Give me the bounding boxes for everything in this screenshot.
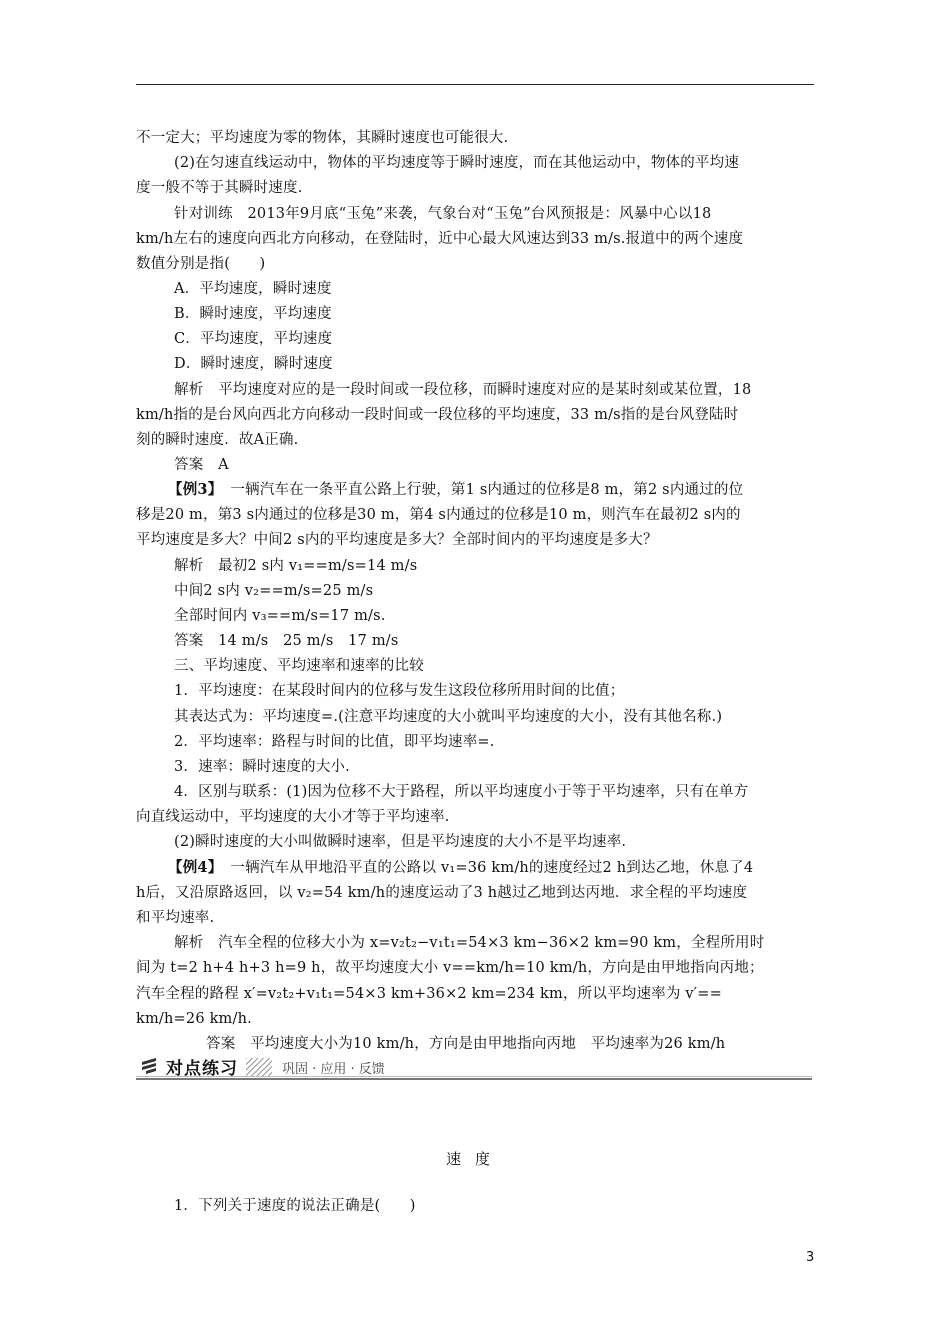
answer-line: 答案 14 m/s 25 m/s 17 m/s — [174, 633, 399, 649]
banner-rule — [136, 1078, 812, 1080]
option-b: B．瞬时速度，平均速度 — [174, 306, 332, 322]
text-line: 中间2 s内 v₂==m/s=25 m/s — [174, 583, 374, 599]
text-line: 全部时间内 v₃==m/s=17 m/s. — [174, 608, 386, 624]
text-line: 其表达式为：平均速度=.(注意平均速度的大小就叫平均速度的大小，没有其他名称.) — [174, 709, 723, 725]
text-line: 度一般不等于其瞬时速度. — [136, 180, 303, 196]
text-line: (2)瞬时速度的大小叫做瞬时速率，但是平均速度的大小不是平均速率. — [174, 834, 627, 850]
text-line: (2)在匀速直线运动中，物体的平均速度等于瞬时速度，而在其他运动中，物体的平均速 — [174, 155, 740, 171]
text-line: 解析 汽车全程的位移大小为 x=v₂t₂−v₁t₁=54×3 km−36×2 km=90 km，全程所用时 — [174, 935, 765, 951]
text-line: 针对训练 2013年9月底“玉兔”来袭，气象台对“玉兔”台风预报是：风暴中心以18 — [174, 206, 712, 222]
text-line: 3．速率：瞬时速度的大小. — [174, 759, 350, 775]
banner-rule-thin — [136, 1076, 812, 1077]
practice-banner — [136, 1052, 812, 1080]
text-line: 间为 t=2 h+4 h+3 h=9 h，故平均速度大小 v==km/h=10 km/h，方向是由甲地指向丙地； — [136, 960, 764, 976]
text-line: 不一定大；平均速度为零的物体，其瞬时速度也可能很大. — [136, 130, 509, 146]
text-line: 和平均速率. — [136, 910, 215, 926]
text-line: km/h=26 km/h. — [136, 1011, 252, 1027]
answer-line: 答案 平均速度大小为10 km/h，方向是由甲地指向丙地 平均速率为26 km/h — [206, 1036, 726, 1052]
option-d: D．瞬时速度，瞬时速度 — [174, 356, 333, 372]
text-line: 平均速度是多大？中间2 s内的平均速度是多大？全部时间内的平均速度是多大？ — [136, 532, 658, 548]
example-4-label: 【例4】 — [168, 859, 223, 876]
text-line: 1．平均速度：在某段时间内的位移与发生这段位移所用时间的比值； — [174, 683, 625, 699]
option-c: C．平均速度，平均速度 — [174, 331, 333, 347]
section-title: 速度 — [445, 1150, 504, 1168]
text-line: 解析 最初2 s内 v₁==m/s=14 m/s — [174, 558, 418, 574]
text-line: 2．平均速率：路程与时间的比值，即平均速率=. — [174, 734, 495, 750]
text-line: 移是20 m，第3 s内通过的位移是30 m，第4 s内通过的位移是10 m，则汽车在最初2 s内的 — [136, 507, 741, 523]
example-3-text: 一辆汽车在一条平直公路上行驶，第1 s内通过的位移是8 m，第2 s内通过的位 — [230, 482, 744, 498]
text-line: 刻的瞬时速度．故A正确. — [136, 432, 299, 448]
text-line: km/h左右的速度向西北方向移动，在登陆时，近中心最大风速达到33 m/s.报道中的两个速度 — [136, 231, 744, 247]
text-line: 解析 平均速度对应的是一段时间或一段位移，而瞬时速度对应的是某时刻或某位置，18 — [174, 382, 752, 398]
header-rule — [136, 84, 814, 85]
text-line: 汽车全程的路程 x′=v₂t₂+v₁t₁=54×3 km+36×2 km=234 km，所以平均速率为 v′== — [136, 986, 722, 1002]
answer-line: 答案 A — [174, 457, 229, 473]
text-line: 数值分别是指( ) — [136, 256, 266, 272]
banner-hatch — [246, 1058, 272, 1076]
banner-subtitle: 巩固 · 应用 · 反馈 — [282, 1062, 385, 1077]
banner-title: 对点练习 — [166, 1059, 238, 1079]
text-line: 4．区别与联系：(1)因为位移不大于路程，所以平均速度小于等于平均速率，只有在单方 — [174, 784, 749, 800]
section-heading: 三、平均速度、平均速率和速率的比较 — [174, 658, 424, 674]
question-1: 1．下列关于速度的说法正确是( ) — [174, 1198, 416, 1214]
example-3-label: 【例3】 — [168, 481, 223, 498]
example-3-line — [168, 480, 743, 500]
text-line: 向直线运动中，平均速度的大小才等于平均速率. — [136, 809, 450, 825]
banner-mark-icon — [142, 1058, 156, 1074]
text-line: h后，又沿原路返回，以 v₂=54 km/h的速度运动了3 h越过乙地到达丙地．求全程的平均速度 — [136, 885, 748, 901]
option-a: A．平均速度，瞬时速度 — [174, 281, 332, 297]
page-number: 3 — [806, 1250, 815, 1265]
example-4-line — [168, 858, 753, 878]
text-line: km/h指的是台风向西北方向移动一段时间或一段位移的平均速度，33 m/s指的是台风登陆时 — [136, 407, 739, 423]
example-4-text: 一辆汽车从甲地沿平直的公路以 v₁=36 km/h的速度经过2 h到达乙地，休息了4 — [230, 860, 754, 876]
